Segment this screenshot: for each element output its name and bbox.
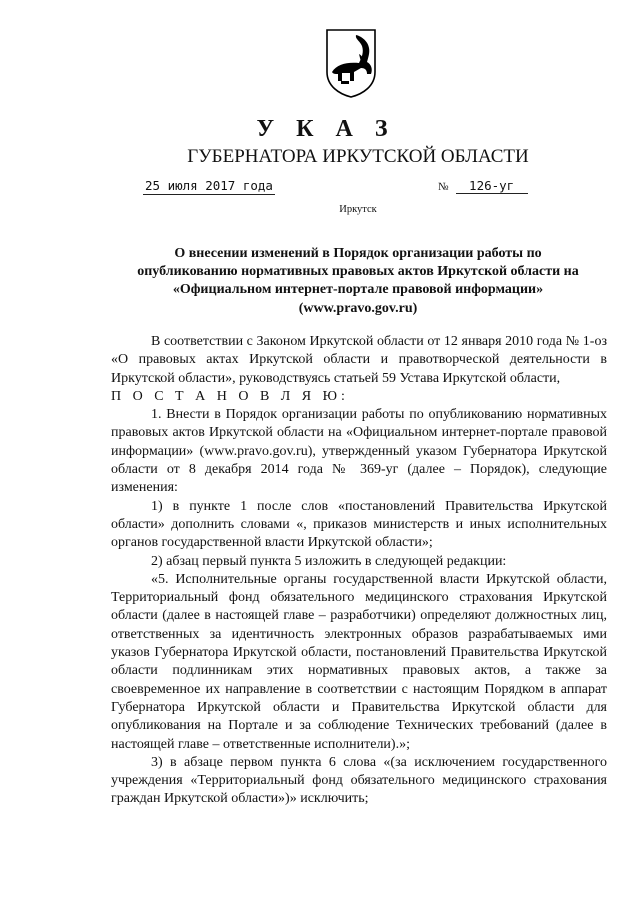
document-number-field: [438, 178, 528, 194]
heading-line: «Официальном интернет-портале правовой информации»: [172, 282, 544, 298]
paragraph-1: 1. Внести в Порядок организации работы по опубликованию нормативных правовых актов Иркутской области на «Официальном интернет-портале правовой информации» (www.pravo.gov.ru), утвержденный указом Губернатора Иркутской области от 8 декабря 2014 года № 369-уг (далее – Порядок), следующие изменения:: [111, 407, 607, 496]
document-date: 25 июля 2017 года: [145, 178, 273, 193]
decree-word: П О С Т А Н О В Л Я Ю:: [111, 388, 349, 404]
heading-line: (www.pravo.gov.ru): [298, 300, 418, 316]
document-body: [111, 333, 607, 809]
paragraph-5: 3) в абзаце первом пункта 6 слова «(за исключением государственного учреждения «Территориальный фонд обязательного медицинского страхования граждан Иркутской области»)» исключить;: [111, 754, 607, 807]
document-title: У К А З: [256, 116, 396, 142]
document-subtitle: ГУБЕРНАТОРА ИРКУТСКОЙ ОБЛАСТИ: [187, 146, 529, 167]
document-number: 126-уг: [456, 178, 528, 194]
coat-of-arms-icon: [323, 28, 379, 98]
document-city: Иркутск: [339, 204, 377, 215]
preamble-paragraph: В соответствии с Законом Иркутской области от 12 января 2010 года № 1-оз «О правовых актах Иркутской области и правотворческой деятельности в Иркутской области», руководствуясь статьей 59 Устава Иркутской области,: [111, 334, 607, 386]
paragraph-4: «5. Исполнительные органы государственной власти Иркутской области, Территориальный фонд обязательного медицинского страхования Иркутской области (далее в настоящей главе – разработчики) определяют должностных лиц, ответственных за идентичность электронных образов разрабатываемых ими указов Губернатора Иркутской области, постановлений Правительства Иркутской области подлинникам этих нормативных правовых актов, а также за своевременное их направление в соответствии с настоящим Порядком в аппарат Губернатора Иркутской области и Правительства Иркутской области для опубликования на Портале и за соблюдение Технических требований (далее в настоящей главе – ответственные исполнители).»;: [111, 571, 607, 752]
paragraph-2: 1) в пункте 1 после слов «постановлений Правительства Иркутской области» дополнить словами «, приказов министерств и иных исполнительных органов государственной власти Иркутской области»;: [111, 498, 607, 551]
document-heading: [110, 245, 606, 318]
heading-line: О внесении изменений в Порядок организации работы по: [174, 246, 542, 261]
paragraph-3: 2) абзац первый пункта 5 изложить в следующей редакции:: [151, 553, 507, 569]
heading-line: опубликованию нормативных правовых актов Иркутской области на: [137, 264, 579, 280]
number-label: №: [438, 181, 449, 193]
